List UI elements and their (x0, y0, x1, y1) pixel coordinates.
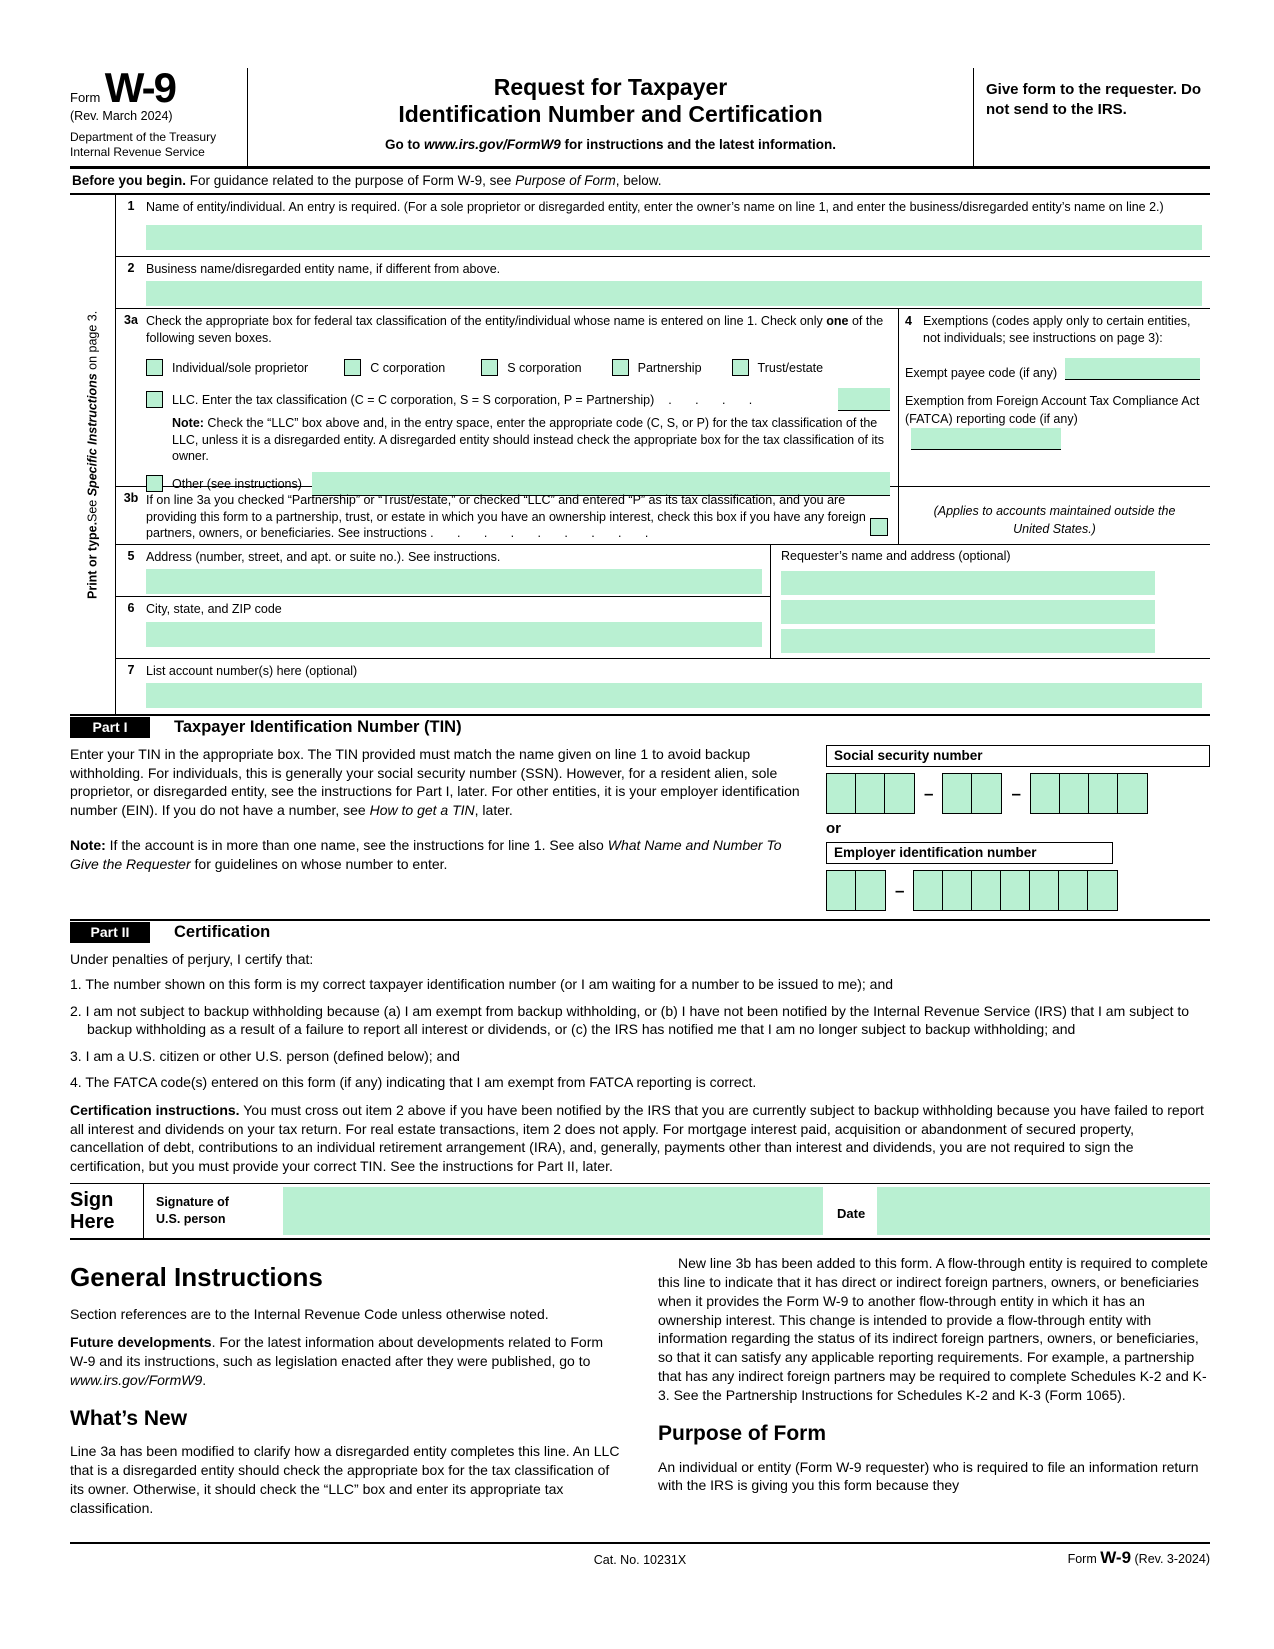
part1-note-pre: If the account is in more than one name, see the instructions for line 1. See also (105, 837, 608, 854)
line1-number: 1 (127, 199, 135, 213)
label-partnership: Partnership (637, 360, 702, 375)
requester-address-line2-input[interactable] (781, 629, 1155, 653)
cert-instructions-text: You must cross out item 2 above if you have been notified by the IRS that you are currently subject to backup withholding because you have failed to report all interest and dividends on your tax return. For real estate transactions, item 2 does not apply. For mortgage interest paid, acquisition or abandonment of secured property, cancellation of debt, contributions to an individual retirement arrangement (IRA), and, generally, payments other than interest and dividends, you are not required to sign the certification, but you must provide your correct TIN. See the instructions for Part II, later. (70, 1102, 1204, 1174)
line3b-foreign-partners-checkbox[interactable] (870, 518, 888, 536)
ssn-digit-cell-7[interactable] (1060, 774, 1089, 813)
before-begin-italic-ref: Purpose of Form (515, 173, 616, 188)
part1-text-column (70, 745, 824, 911)
line4-header (905, 313, 1200, 346)
cert-item-3-number: 3. (70, 1047, 82, 1064)
line3a-label-pre: Check the appropriate box for federal tax classification of the entity/individual whose name is entered on line 1. Check only (146, 314, 827, 328)
section-references-paragraph: Section references are to the Internal Revenue Code unless otherwise noted. (70, 1306, 549, 1323)
page-footer (70, 1542, 1210, 1582)
whats-new-heading: What’s New (70, 1407, 188, 1431)
certification-item-3 (70, 1047, 1210, 1066)
checkbox-llc[interactable] (146, 391, 163, 408)
part1-paragraph (70, 745, 810, 819)
label-llc: LLC. Enter the tax classification (C = C corporation, S = S corporation, P = Partnership) (172, 392, 655, 407)
print-or-type-sidebar (70, 195, 115, 714)
footer-form-word: Form (1067, 1552, 1101, 1567)
line6-row (116, 597, 770, 653)
ein-cells-row (826, 870, 1210, 911)
ssn-cells-row (826, 773, 1210, 814)
line1-label: Name of entity/individual. An entry is required. (For a sole proprietor or disregarded entity, enter the owner’s name on line 1, and enter the business/disregarded entity’s name on line 2.) (146, 200, 1164, 214)
part2-header (70, 919, 1210, 943)
cert-item-4-number: 4. (70, 1074, 82, 1091)
ssn-dash-1: – (924, 783, 934, 803)
certification-item-1 (70, 975, 1210, 994)
future-developments-bold: Future developments (70, 1334, 212, 1351)
department-line (70, 130, 241, 160)
line1-body (146, 195, 1210, 256)
ssn-digit-cell-2[interactable] (856, 774, 885, 813)
cert-item-1-text: The number shown on this form is my correct taxpayer identification number (or I am waiting for a number to be issued to me); and (85, 976, 894, 992)
before-begin-text: For guidance related to the purpose of Form W-9, see (186, 173, 516, 188)
instructions-right-column (658, 1250, 1210, 1526)
purpose-of-form-paragraph: An individual or entity (Form W-9 requester) who is required to file an information return with the IRS is giving you this form because they (658, 1458, 1199, 1494)
llc-note-text: Check the “LLC” box above and, in the entry space, enter the appropriate code (C, S, or P) for the tax classification of the LLC, unless it is a disregarded entity. A disregarded entity should instead check the appropriate box for the tax classification of its owner. (172, 416, 884, 463)
form-title (256, 74, 965, 128)
ssn-digit-cell-6[interactable] (1031, 774, 1060, 813)
ssn-group-1 (826, 773, 915, 814)
line3a-body (146, 309, 898, 491)
sidebar-see: See (85, 495, 100, 522)
ssn-dash-2: – (1011, 783, 1021, 803)
signature-of-line1: Signature of (156, 1195, 229, 1210)
sign-here-label (70, 1184, 143, 1238)
line3a-label (146, 313, 890, 346)
goto-suffix: for instructions and the latest information. (560, 137, 837, 153)
line3a-row (116, 309, 898, 491)
checkbox-s-corporation[interactable] (481, 359, 498, 376)
line4-exemptions-cell (899, 309, 1210, 487)
cert-item-2-number: 2. (70, 1002, 82, 1019)
part1-header (70, 714, 1210, 738)
goto-instructions-line (256, 137, 965, 152)
line7-body (146, 659, 1210, 715)
signature-of-line2: U.S. person (156, 1211, 226, 1226)
footer-form-id (1068, 1548, 1210, 1568)
before-you-begin-line (70, 169, 1210, 195)
certification-item-4 (70, 1073, 1210, 1092)
part2-badge: Part II (70, 922, 150, 943)
ein-digit-cell-6[interactable] (1001, 871, 1030, 910)
label-trust-estate: Trust/estate (757, 360, 824, 375)
checkbox-partnership[interactable] (612, 359, 629, 376)
line5-number: 5 (127, 548, 135, 563)
footer-revision: (Rev. 3-2024) (1131, 1552, 1210, 1567)
ssn-group-2 (942, 773, 1002, 814)
requester-label: Requester’s name and address (optional) (781, 548, 1011, 563)
part1-content (70, 745, 1210, 911)
address-column (116, 545, 770, 658)
option-partnership (612, 359, 702, 376)
ein-digit-cell-8[interactable] (1059, 871, 1088, 910)
form-title-block (248, 68, 974, 166)
ein-group-2 (913, 870, 1118, 911)
line1-row (116, 195, 1210, 257)
signature-input[interactable] (283, 1187, 823, 1235)
fatca-label: Exemption from Foreign Account Tax Compliance Act (FATCA) reporting code (if any) (905, 394, 1200, 427)
requester-name-input[interactable] (781, 571, 1155, 595)
ssn-digit-cell-4[interactable] (943, 774, 972, 813)
checkbox-individual-sole-proprietor[interactable] (146, 359, 163, 376)
requester-column (770, 545, 1210, 658)
formw9-url-link[interactable]: www.irs.gov/FormW9 (70, 1371, 203, 1388)
catalog-number: Cat. No. 10231X (593, 1553, 687, 1568)
part2-title: Certification (174, 923, 271, 941)
line4-number: 4 (905, 314, 912, 328)
ein-digit-cell-2[interactable] (856, 871, 885, 910)
line3-column (116, 309, 898, 544)
part1-title: Taxpayer Identification Number (TIN) (174, 718, 462, 736)
form-word-label: Form (70, 90, 101, 105)
here-word: Here (70, 1211, 115, 1234)
cert-item-1-number: 1. (70, 976, 82, 992)
ssn-digit-cell-5[interactable] (972, 774, 1001, 813)
part1-para-post: , later. (474, 801, 513, 818)
part1-note-italic: What Name and Number To Give the Requester (70, 837, 782, 873)
form-title-line1: Request for Taxpayer (493, 74, 728, 100)
agency-name: Internal Revenue Service (70, 145, 205, 159)
ein-box-label: Employer identification number (826, 842, 1113, 864)
sidebar-on-page: on page 3. (85, 310, 100, 373)
line5-row (116, 545, 770, 598)
part1-para-italic: How to get a TIN (369, 801, 475, 818)
fatca-row (905, 392, 1200, 450)
cert-item-2-text: I am not subject to backup withholding because (a) I am exempt from backup withholding, or (b) I have not been notified by the Internal Revenue Service (IRS) that I am subject to backup withholding as a result of a failure to report all interest or dividends, or (c) the IRS has notified me that I am no longer subject to backup withholding; and (85, 1002, 1190, 1038)
line7-account-numbers-input[interactable] (146, 683, 1202, 708)
line3-and-4-section (116, 309, 1210, 545)
ein-digit-cell-9[interactable] (1088, 871, 1117, 910)
option-c-corporation (344, 359, 445, 376)
general-instructions-heading: General Instructions (70, 1262, 323, 1293)
part1-para-pre: Enter your TIN in the appropriate box. The TIN provided must match the name given on line 1 to avoid backup withholding. For individuals, this is generally your social security number (SSN). However, for a resident alien, sole proprietor, or disregarded entity, see the instructions for Part I, later. For other entities, it is your employer identification number (EIN). If you do not have a number, see (70, 746, 800, 818)
ein-digit-cell-5[interactable] (972, 871, 1001, 910)
line3b-body (146, 487, 898, 544)
certification-item-2 (70, 1002, 1210, 1039)
line4-column (898, 309, 1210, 544)
ssn-group-3 (1030, 773, 1148, 814)
part1-note-post: for guidelines on whose number to enter. (190, 856, 448, 873)
line2-business-name-input[interactable] (146, 281, 1202, 306)
before-begin-bold: Before you begin. (72, 173, 187, 188)
ssn-digit-cell-1[interactable] (827, 774, 856, 813)
date-label: Date (837, 1206, 866, 1222)
option-individual (146, 359, 308, 376)
exempt-payee-code-input[interactable] (1065, 358, 1200, 380)
ein-digit-cell-4[interactable] (943, 871, 972, 910)
line2-number: 2 (127, 260, 135, 275)
sign-here-section (70, 1183, 1210, 1240)
ein-digit-cell-3[interactable] (914, 871, 943, 910)
sidebar-rotated-text (70, 195, 115, 714)
form-fields-grid (115, 195, 1210, 714)
line1-name-input[interactable] (146, 225, 1202, 250)
label-other: Other (see instructions) (172, 476, 302, 491)
signature-of-label (143, 1184, 283, 1238)
future-developments-text: . For the latest information about developments related to Form W-9 and its instructions, such as legislation enacted after they were published, go to (70, 1334, 604, 1369)
sidebar-see-instructions (83, 310, 103, 521)
llc-classification-input[interactable] (838, 388, 890, 411)
goto-prefix: Go to (384, 137, 424, 153)
applies-note: (Applies to accounts maintained outside the United States.) (933, 504, 1176, 536)
label-individual-sole-proprietor: Individual/sole proprietor (172, 360, 309, 375)
ein-group-1 (826, 870, 886, 911)
part1-note-bold: Note: (70, 837, 106, 854)
llc-option-row (146, 388, 890, 411)
instructions-left-column (70, 1250, 622, 1526)
exempt-payee-label: Exempt payee code (if any) (905, 366, 1058, 380)
form-title-line2: Identification Number and Certification (398, 101, 823, 128)
line6-label: City, state, and ZIP code (146, 602, 282, 616)
irs-url-link[interactable]: www.irs.gov/FormW9 (423, 137, 561, 153)
line5-6-section (116, 545, 1210, 659)
line5-body (146, 545, 770, 597)
label-c-corporation: C corporation (370, 360, 446, 375)
checkbox-c-corporation[interactable] (344, 359, 361, 376)
llc-note-bold: Note: (172, 416, 204, 430)
ssn-digit-cell-8[interactable] (1089, 774, 1118, 813)
line7-row (116, 659, 1210, 715)
ssn-box-label: Social security number (826, 745, 1210, 767)
ein-digit-cell-7[interactable] (1030, 871, 1059, 910)
checkbox-trust-estate[interactable] (732, 359, 749, 376)
date-input[interactable] (877, 1187, 1210, 1235)
or-label: or (826, 820, 841, 837)
line4-label: Exemptions (codes apply only to certain entities, not individuals; see instructions on page 3): (923, 314, 1191, 345)
line6-city-state-zip-input[interactable] (146, 622, 762, 647)
form-header (70, 64, 1210, 169)
exempt-payee-row (905, 358, 1200, 380)
line6-body (146, 597, 770, 653)
line7-number: 7 (127, 662, 135, 677)
ssn-digit-cell-9[interactable] (1118, 774, 1147, 813)
option-trust-estate (732, 359, 824, 376)
sidebar-print-or-type: Print or type. (85, 521, 100, 599)
llc-dot-leaders: . . . . (668, 392, 754, 407)
cert-item-4-text: The FATCA code(s) entered on this form (if any) indicating that I am exempt from FATCA reporting is correct. (85, 1074, 757, 1091)
cert-item-3-text: I am a U.S. citizen or other U.S. person (defined below); and (85, 1047, 460, 1064)
form-number: W-9 (104, 64, 175, 111)
line3a-label-one: one (826, 314, 849, 328)
part1-badge: Part I (70, 717, 150, 738)
line5-label: Address (number, street, and apt. or suite no.). See instructions. (146, 549, 501, 564)
form-identity-block (70, 64, 248, 166)
line3a-label-post: of the following seven boxes. (146, 314, 884, 345)
new-line-3b-paragraph: New line 3b has been added to this form. A flow-through entity is required to complete this line to indicate that it has direct or indirect foreign partners, owners, or beneficiaries when it provides the Form W-9 to another flow-through entity in which it has an ownership interest. This change is intended to provide a flow-through entity with information regarding the status of its indirect foreign partners, owners, or beneficiaries, so that it can satisfy any applicable reporting requirements. For example, a partnership that has any indirect foreign partners may be required to complete Schedules K-2 and K-3. See the Partnership Instructions for Schedules K-2 and K-3 (Form 1065). (658, 1255, 1208, 1403)
line2-label: Business name/disregarded entity name, if different from above. (146, 261, 501, 276)
part1-note (70, 836, 810, 873)
before-begin-end: , below. (615, 173, 662, 188)
whats-new-paragraph: Line 3a has been modified to clarify how a disregarded entity completes this line. An LLC that is a disregarded entity should check the appropriate box for the tax classification of its owner. Otherwise, it should check the “LLC” box and enter its appropriate tax classification. (70, 1443, 620, 1516)
sidebar-specific-instructions: Specific Instructions (85, 372, 100, 496)
certification-instructions (70, 1101, 1210, 1175)
purpose-of-form-heading: Purpose of Form (658, 1422, 827, 1446)
future-developments-end: . (202, 1371, 207, 1388)
form-revision: (Rev. March 2024) (70, 109, 173, 123)
line3b-dot-leaders: . . . . . . . . . (430, 526, 650, 540)
sign-word: Sign (70, 1189, 114, 1212)
line3b-text: If on line 3a you checked “Partnership” or “Trust/estate,” or checked “LLC” and entered “P” as its tax classification, and you are providing this form to a partnership, trust, or estate in which you have an ownership interest, check this box if you have any foreign partners, owners, or beneficiaries. See instructions (146, 493, 866, 540)
certification-intro: Under penalties of perjury, I certify that: (70, 951, 314, 967)
form-number-line (70, 64, 241, 111)
ein-digit-cell-1[interactable] (827, 871, 856, 910)
form-body (70, 195, 1210, 714)
line3b-row (116, 487, 898, 544)
tin-entry-column (824, 745, 1210, 911)
cert-instructions-bold: Certification instructions. (70, 1102, 240, 1119)
future-developments-paragraph (70, 1333, 622, 1389)
line2-body (146, 257, 1210, 309)
label-s-corporation: S corporation (507, 360, 582, 375)
option-s-corporation (481, 359, 581, 376)
line2-row (116, 257, 1210, 310)
line3b-label (146, 492, 876, 542)
ssn-digit-cell-3[interactable] (885, 774, 914, 813)
line5-address-input[interactable] (146, 569, 762, 594)
line7-label: List account number(s) here (optional) (146, 663, 358, 678)
footer-form-number: W-9 (1100, 1548, 1132, 1568)
line3a-number: 3a (124, 313, 138, 327)
llc-note (172, 415, 890, 465)
tax-classification-options (146, 359, 890, 376)
line3b-number: 3b (123, 491, 139, 505)
line6-number: 6 (127, 601, 135, 615)
instructions-section (70, 1250, 1210, 1526)
give-form-notice: Give form to the requester. Do not send to the IRS. (986, 81, 1202, 118)
fatca-code-input[interactable] (911, 428, 1061, 450)
requester-address-line1-input[interactable] (781, 600, 1155, 624)
ein-dash: – (895, 880, 905, 900)
department-name: Department of the Treasury (70, 130, 217, 144)
